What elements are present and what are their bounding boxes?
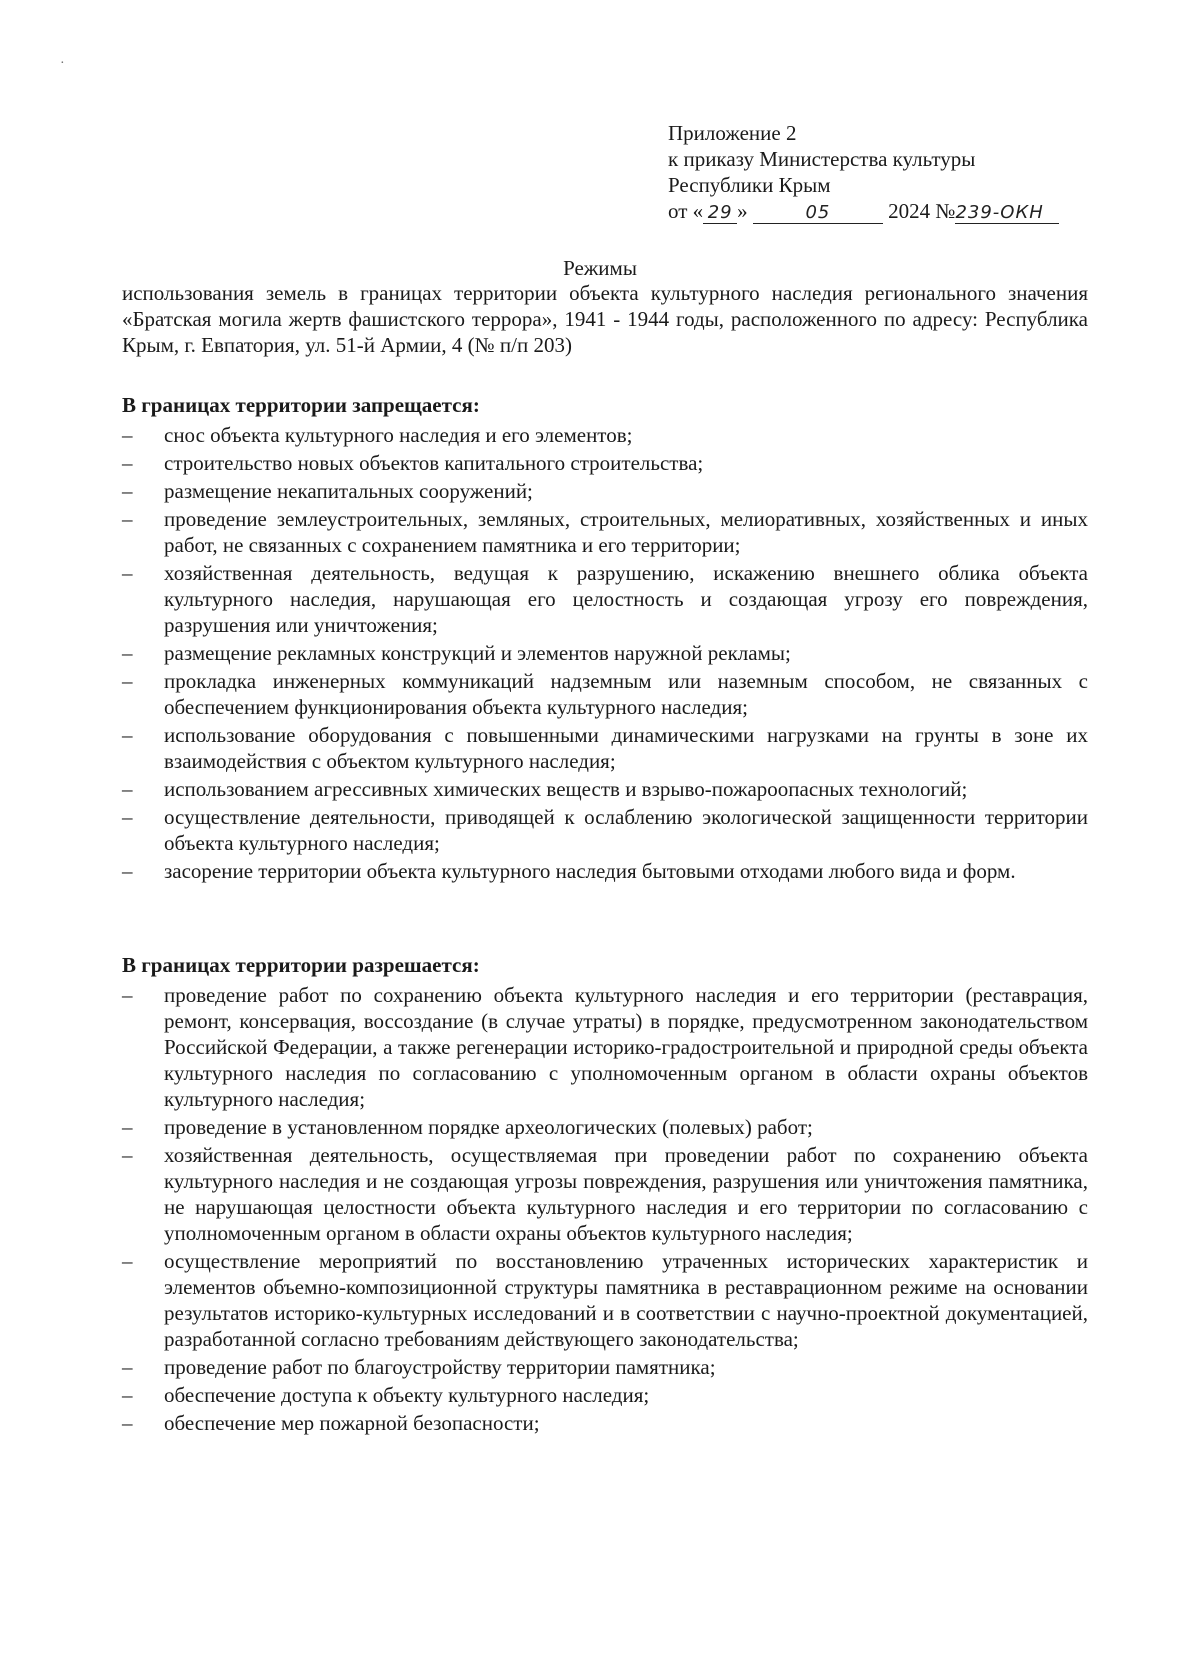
dash-bullet: – (122, 1143, 133, 1167)
allowed-list (122, 982, 1088, 1436)
list-item (122, 1410, 1088, 1436)
list-item (122, 640, 1088, 666)
list-item (122, 804, 1088, 856)
appendix-date-line (668, 198, 1108, 224)
appendix-header (668, 120, 1108, 224)
list-item-text: осуществление мероприятий по восстановлению утраченных исторических характеристик и элементов объемно-композиционной структуры памятника в реставрационном режиме на основании результатов историко-культурных исследований и в соответствии с научно-проектной документацией, разработанной согласно требованиям действующего законодательства; (164, 1249, 1088, 1351)
list-item-text: снос объекта культурного наследия и его элементов; (164, 423, 633, 447)
list-item-text: размещение рекламных конструкций и элементов наружной рекламы; (164, 641, 791, 665)
document-subtitle: использования земель в границах территории объекта культурного наследия регионального значения «Братская могила жертв фашистского террора», 1941 - 1944 годы, расположенного по адресу: Республика Крым, г. Евпатория, ул. 51-й Армии, 4 (№ п/п 203) (122, 281, 1088, 357)
list-item-text: обеспечение доступа к объекту культурного наследия; (164, 1383, 650, 1407)
document-title: Режимы (563, 256, 637, 280)
dash-bullet: – (122, 805, 133, 829)
dash-bullet: – (122, 1383, 133, 1407)
date-month-handwritten: 05 (753, 203, 883, 224)
dash-bullet: – (122, 1355, 133, 1379)
list-item-text: проведение работ по благоустройству территории памятника; (164, 1355, 716, 1379)
list-item-text: размещение некапитальных сооружений; (164, 479, 533, 503)
list-item-text: проведение работ по сохранению объекта культурного наследия и его территории (реставрация, ремонт, консервация, воссоздание (в случае утраты) в порядке, предусмотренном законодательством Российской Федерации, а также регенерации историко-градостроительной и природной среды объекта культурного наследия по согласованию с уполномоченным органом в области охраны объектов культурного наследия; (164, 983, 1088, 1111)
list-item-text: хозяйственная деятельность, осуществляемая при проведении работ по сохранению объекта культурного наследия и не создающая угрозы повреждения, разрушения или уничтожения памятника, не нарушающая целостности объекта культурного наследия и его территории по согласованию с уполномоченным органом в области охраны объектов культурного наследия; (164, 1143, 1088, 1245)
allowed-section (122, 952, 1088, 1438)
list-item (122, 506, 1088, 558)
dash-bullet: – (122, 507, 133, 531)
list-item (122, 858, 1088, 884)
dash-bullet: – (122, 723, 133, 747)
dash-bullet: – (122, 561, 133, 585)
appendix-line-2: к приказу Министерства культуры (668, 147, 976, 171)
prohibited-heading: В границах территории запрещается: (122, 393, 480, 417)
list-item (122, 982, 1088, 1112)
list-item-text: обеспечение мер пожарной безопасности; (164, 1411, 540, 1435)
list-item (122, 722, 1088, 774)
list-item-text: засорение территории объекта культурного наследия бытовыми отходами любого вида и форм. (164, 859, 1016, 883)
dash-bullet: – (122, 1115, 133, 1139)
list-item-text: проведение землеустроительных, земляных, строительных, мелиоративных, хозяйственных и иных работ, не связанных с сохранением памятника и его территории; (164, 507, 1088, 557)
allowed-heading: В границах территории разрешается: (122, 953, 480, 977)
prohibited-section (122, 392, 1088, 886)
appendix-line-1: Приложение 2 (668, 121, 797, 145)
list-item-text: прокладка инженерных коммуникаций надземным или наземным способом, не связанных с обеспечением функционирования объекта культурного наследия; (164, 669, 1088, 719)
scan-speck: · (60, 56, 65, 71)
dash-bullet: – (122, 1249, 133, 1273)
date-day-handwritten: 29 (703, 203, 737, 224)
list-item-text: проведение в установленном порядке археологических (полевых) работ; (164, 1115, 813, 1139)
list-item (122, 478, 1088, 504)
list-item-text: использованием агрессивных химических веществ и взрыво-пожароопасных технологий; (164, 777, 968, 801)
list-item (122, 422, 1088, 448)
list-item (122, 1382, 1088, 1408)
list-item (122, 1354, 1088, 1380)
list-item (122, 560, 1088, 638)
list-item-text: строительство новых объектов капитального строительства; (164, 451, 704, 475)
list-item-text: осуществление деятельности, приводящей к ослаблению экологической защищенности территории объекта культурного наследия; (164, 805, 1088, 855)
prohibited-list (122, 422, 1088, 884)
list-item-text: хозяйственная деятельность, ведущая к разрушению, искажению внешнего облика объекта культурного наследия, нарушающая его целостность и создающая угрозу его повреждения, разрушения или уничтожения; (164, 561, 1088, 637)
dash-bullet: – (122, 669, 133, 693)
list-item (122, 776, 1088, 802)
dash-bullet: – (122, 641, 133, 665)
appendix-line-3: Республики Крым (668, 173, 831, 197)
dash-bullet: – (122, 451, 133, 475)
date-year: 2024 № (888, 199, 956, 223)
list-item (122, 1248, 1088, 1352)
list-item-text: использование оборудования с повышенными динамическими нагрузками на грунты в зоне их взаимодействия с объектом культурного наследия; (164, 723, 1088, 773)
dash-bullet: – (122, 479, 133, 503)
date-mid: » (737, 199, 748, 223)
order-number-handwritten: 239-ОКН (955, 203, 1059, 224)
dash-bullet: – (122, 859, 133, 883)
dash-bullet: – (122, 423, 133, 447)
dash-bullet: – (122, 983, 133, 1007)
dash-bullet: – (122, 1411, 133, 1435)
dash-bullet: – (122, 777, 133, 801)
list-item (122, 668, 1088, 720)
date-prefix: от « (668, 199, 704, 223)
list-item (122, 450, 1088, 476)
list-item (122, 1114, 1088, 1140)
list-item (122, 1142, 1088, 1246)
